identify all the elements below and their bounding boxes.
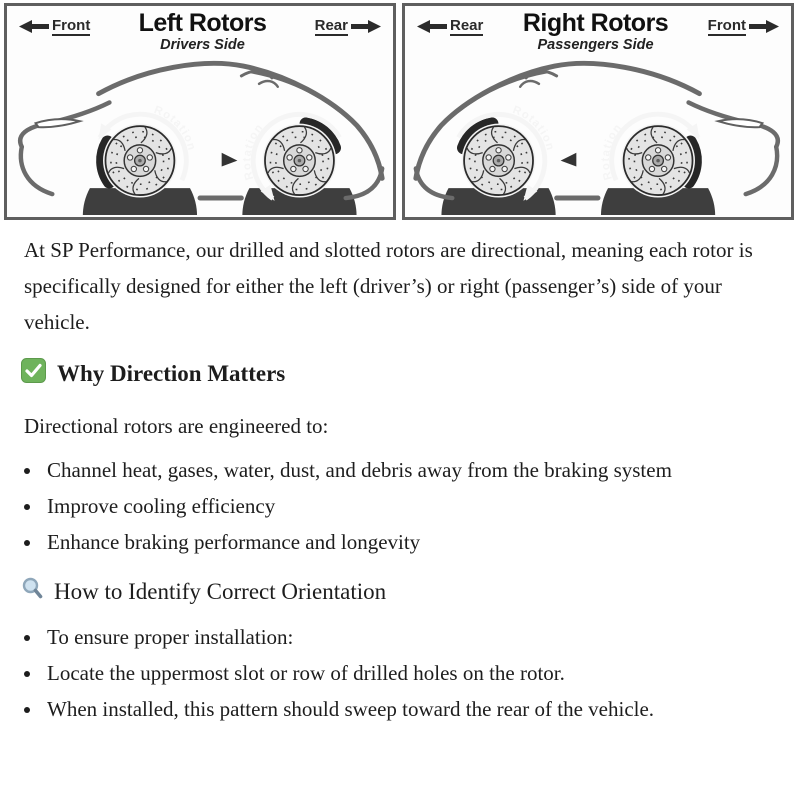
list-item: • Channel heat, gases, water, dust, and debris away from the braking system <box>43 453 733 488</box>
list-item: • When installed, this pattern should sweep toward the rear of the vehicle. <box>43 692 733 727</box>
rotation-label: Rotation <box>241 121 267 182</box>
heading-text: Why Direction Matters <box>57 360 286 386</box>
panel-title: Right Rotors <box>522 9 669 37</box>
list-item: • Enhance braking performance and longevity <box>43 525 733 560</box>
identify-orientation-heading <box>21 577 770 607</box>
rear-direction-label <box>315 17 381 36</box>
check-mark-icon <box>21 358 46 389</box>
right-panel-titlebox <box>523 11 668 52</box>
direction-label-text: Front <box>707 17 746 34</box>
rear-direction-label <box>417 17 483 36</box>
benefits-list <box>24 453 733 560</box>
intro-paragraph: At SP Performance, our drilled and slotted rotors are directional, meaning each rotor is specifically designed for either the left (driver’s) or right (passenger’s) side of your vehicle. <box>24 238 753 334</box>
arrow-left-icon <box>19 20 49 33</box>
list-item: • To ensure proper installation: <box>43 620 733 655</box>
panel-subtitle: Drivers Side <box>160 36 245 53</box>
svg-text:Rotation <box>241 121 266 181</box>
heading-text: How to Identify Correct Orientation <box>54 579 387 604</box>
list-item: • Improve cooling efficiency <box>43 489 733 524</box>
direction-label-text: Rear <box>314 17 348 34</box>
article-body <box>0 232 800 727</box>
list-item: • Locate the uppermost slot or row of drilled holes on the rotor. <box>43 656 733 691</box>
lead-paragraph: Directional rotors are engineered to: <box>24 414 329 438</box>
left-panel-titlebox <box>139 11 267 52</box>
left-panel-header <box>7 11 393 52</box>
panel-subtitle: Passengers Side <box>537 36 654 53</box>
rotation-label: Rotation <box>599 121 625 182</box>
magnifying-glass-icon <box>21 577 45 607</box>
arrow-left-icon <box>417 20 447 33</box>
left-rotors-panel <box>4 3 396 220</box>
rotor-direction-diagram <box>4 3 794 220</box>
arrow-right-icon <box>749 20 779 33</box>
direction-label-text: Rear <box>450 17 484 34</box>
arrow-right-icon <box>351 20 381 33</box>
front-direction-label <box>19 17 90 36</box>
rotation-label: Rotation <box>510 104 557 153</box>
car-illustration-left <box>7 55 393 215</box>
rotation-label: Rotation <box>152 104 198 153</box>
why-direction-matters-heading <box>21 358 770 389</box>
right-rotors-panel <box>402 3 794 220</box>
front-direction-label <box>708 17 779 36</box>
orientation-steps-list <box>24 620 733 727</box>
right-panel-header <box>405 11 791 52</box>
panel-title: Left Rotors <box>138 9 267 37</box>
car-illustration-right <box>405 55 791 215</box>
direction-label-text: Front <box>52 17 91 34</box>
svg-text:Rotation <box>600 121 625 181</box>
